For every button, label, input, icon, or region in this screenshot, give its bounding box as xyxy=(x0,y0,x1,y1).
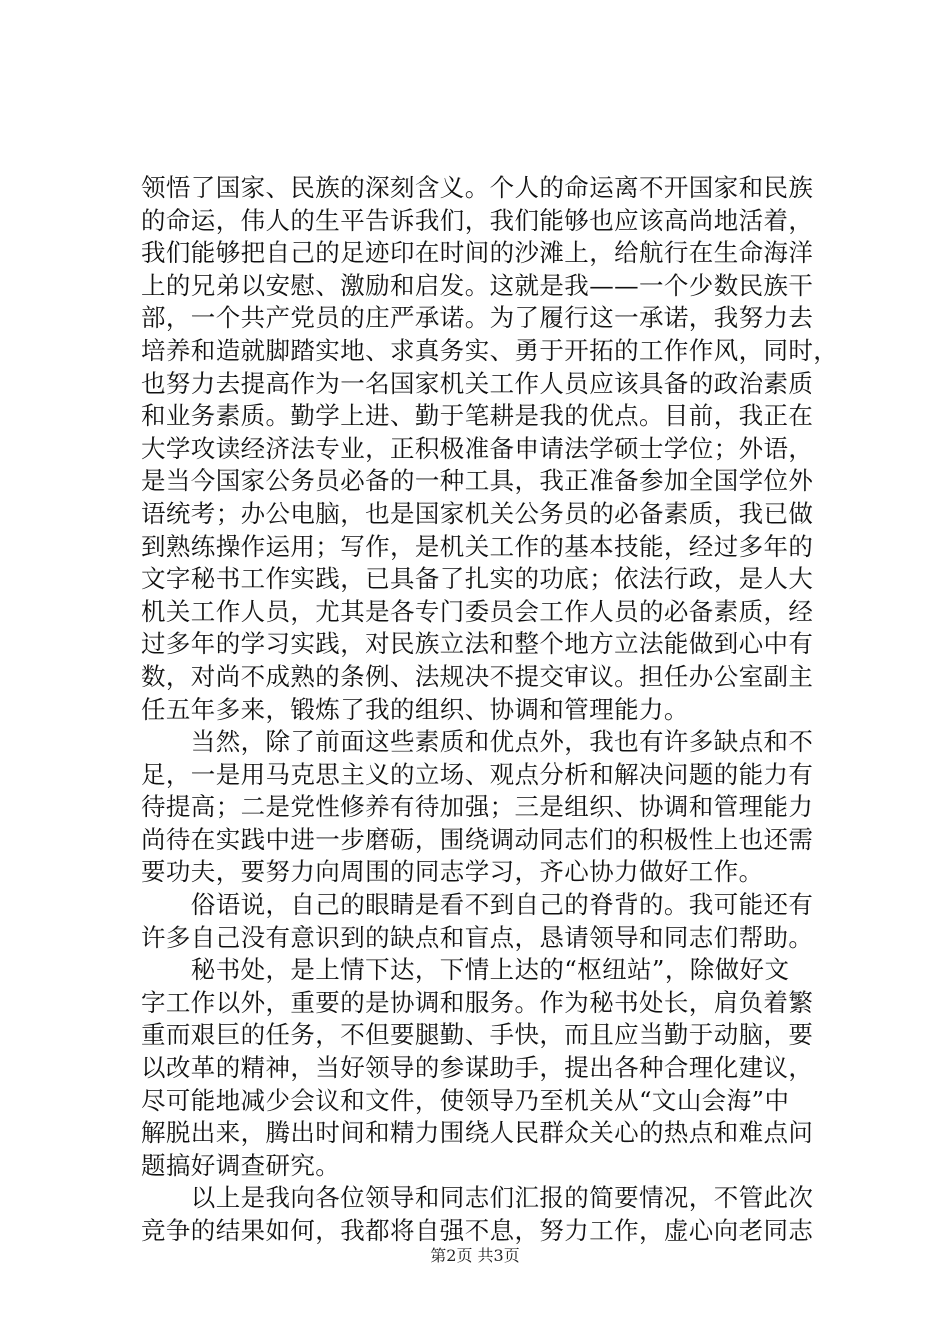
text-line: 的命运，伟人的生平告诉我们，我们能够也应该高尚地活着， xyxy=(141,205,814,235)
text-line: 字工作以外，重要的是协调和服务。作为秘书处长，肩负着繁 xyxy=(141,987,814,1017)
text-line: 竞争的结果如何，我都将自强不息，努力工作，虚心向老同志 xyxy=(141,1216,814,1245)
text-line: 以上是我向各位领导和同志们汇报的简要情况，不管此次 xyxy=(141,1183,814,1213)
page-footer: 第2页 共3页 xyxy=(430,1246,520,1265)
document-body xyxy=(141,172,841,1248)
text-line: 语统考；办公电脑，也是国家机关公务员的必备素质，我已做 xyxy=(141,498,814,528)
text-line: 解脱出来，腾出时间和精力围绕人民群众关心的热点和难点问 xyxy=(141,1118,814,1148)
text-line: 尚待在实践中进一步磨砺，围绕调动同志们的积极性上也还需 xyxy=(141,824,814,854)
text-line: 俗语说，自己的眼睛是看不到自己的脊背的。我可能还有 xyxy=(141,890,814,920)
text-line: 要功夫，要努力向周围的同志学习，齐心协力做好工作。 xyxy=(141,857,764,887)
text-line: 重而艰巨的任务，不但要腿勤、手快，而且应当勤于动脑，要 xyxy=(141,1020,814,1050)
text-line: 以改革的精神，当好领导的参谋助手，提出各种合理化建议， xyxy=(141,1053,814,1083)
text-line: 也努力去提高作为一名国家机关工作人员应该具备的政治素质 xyxy=(141,368,814,398)
text-line: 大学攻读经济法专业，正积极准备申请法学硕士学位；外语， xyxy=(141,433,814,463)
text-line: 许多自己没有意识到的缺点和盲点，恳请领导和同志们帮助。 xyxy=(141,922,814,952)
text-line: 和业务素质。勤学上进、勤于笔耕是我的优点。目前，我正在 xyxy=(141,401,814,431)
text-line: 领悟了国家、民族的深刻含义。个人的命运离不开国家和民族 xyxy=(141,173,814,202)
text-line: 当然，除了前面这些素质和优点外，我也有许多缺点和不 xyxy=(141,727,814,757)
text-line: 到熟练操作运用；写作，是机关工作的基本技能，经过多年的 xyxy=(141,531,814,561)
text-line: 部，一个共产党员的庄严承诺。为了履行这一承诺，我努力去 xyxy=(141,303,814,333)
text-line: 待提高；二是党性修养有待加强；三是组织、协调和管理能力 xyxy=(141,792,814,822)
text-line: 任五年多来，锻炼了我的组织、协调和管理能力。 xyxy=(141,694,689,724)
text-line: 足，一是用马克思主义的立场、观点分析和解决问题的能力有 xyxy=(141,759,814,789)
text-line: 题搞好调查研究。 xyxy=(141,1150,341,1180)
text-line: 我们能够把自己的足迹印在时间的沙滩上，给航行在生命海洋 xyxy=(141,238,814,268)
text-line: 数，对尚不成熟的条例、法规决不提交审议。担任办公室副主 xyxy=(141,661,814,691)
text-line: 是当今国家公务员必备的一种工具，我正准备参加全国学位外 xyxy=(141,466,814,496)
text-line: 过多年的学习实践，对民族立法和整个地方立法能做到心中有 xyxy=(141,629,814,659)
text-line: 文字秘书工作实践，已具备了扎实的功底；依法行政，是人大 xyxy=(141,564,814,594)
text-line: 上的兄弟以安慰、激励和启发。这就是我——一个少数民族干 xyxy=(141,270,814,300)
text-line: 尽可能地减少会议和文件，使领导乃至机关从“文山会海”中 xyxy=(141,1085,790,1115)
text-line: 机关工作人员，尤其是各专门委员会工作人员的必备素质，经 xyxy=(141,596,814,626)
text-line: 秘书处，是上情下达，下情上达的“枢纽站”，除做好文 xyxy=(141,955,790,985)
text-line: 培养和造就脚踏实地、求真务实、勇于开拓的工作作风，同时， xyxy=(141,335,839,365)
